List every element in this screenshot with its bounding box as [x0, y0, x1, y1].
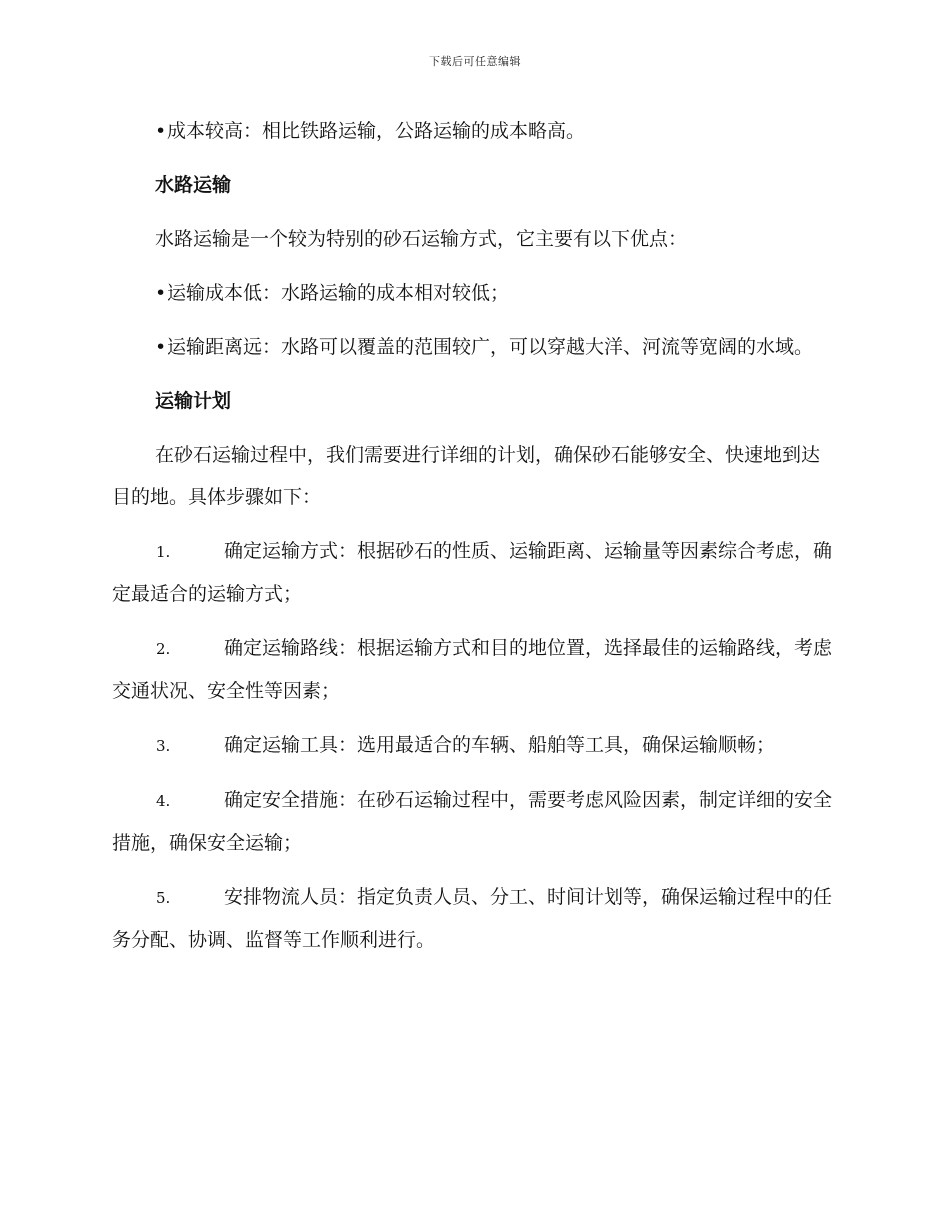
bullet-icon: • [155, 336, 167, 358]
step-text: 确定运输方式：根据砂石的性质、运输距离、运输量等因素综合考虑，确定最适合的运输方式； [112, 540, 833, 605]
step-text: 确定运输工具：选用最适合的车辆、船舶等工具，确保运输顺畅； [224, 734, 776, 756]
step-text: 确定运输路线：根据运输方式和目的地位置，选择最佳的运输路线，考虑交通状况、安全性等因素； [112, 637, 833, 702]
header-note: 下载后可任意编辑 [429, 55, 521, 68]
bullet-item [112, 326, 834, 368]
step-number: 4. [156, 792, 171, 810]
numbered-step [112, 779, 834, 864]
paragraph-plan-intro: 在砂石运输过程中，我们需要进行详细的计划，确保砂石能够安全、快速地到达目的地。具体步骤如下： [112, 444, 821, 508]
step-number: 2. [156, 640, 171, 658]
paragraph-water-intro: 水路运输是一个较为特别的砂石运输方式，它主要有以下优点： [155, 228, 688, 250]
step-text: 安排物流人员：指定负责人员、分工、时间计划等，确保运输过程中的任务分配、协调、监督等工作顺利进行。 [112, 886, 833, 951]
numbered-step [112, 724, 834, 767]
bullet-item [112, 272, 834, 314]
bullet-text: 运输距离远：水路可以覆盖的范围较广，可以穿越大洋、河流等宽阔的水域。 [167, 336, 814, 358]
numbered-step [112, 530, 834, 615]
document-body [112, 110, 834, 973]
bullet-icon: • [155, 282, 167, 304]
step-text: 确定安全措施：在砂石运输过程中，需要考虑风险因素，制定详细的安全措施，确保安全运输； [112, 789, 833, 854]
bullet-icon: • [155, 120, 167, 142]
bullet-text: 运输成本低：水路运输的成本相对较低； [167, 282, 510, 304]
numbered-step [112, 876, 834, 961]
section-heading-water: 水路运输 [155, 174, 232, 196]
numbered-step [112, 627, 834, 712]
section-heading-plan: 运输计划 [155, 390, 232, 412]
step-number: 3. [156, 737, 171, 755]
step-number: 5. [156, 889, 171, 907]
bullet-text: 成本较高：相比铁路运输，公路运输的成本略高。 [167, 120, 586, 142]
step-number: 1. [156, 543, 171, 561]
bullet-item [112, 110, 834, 152]
